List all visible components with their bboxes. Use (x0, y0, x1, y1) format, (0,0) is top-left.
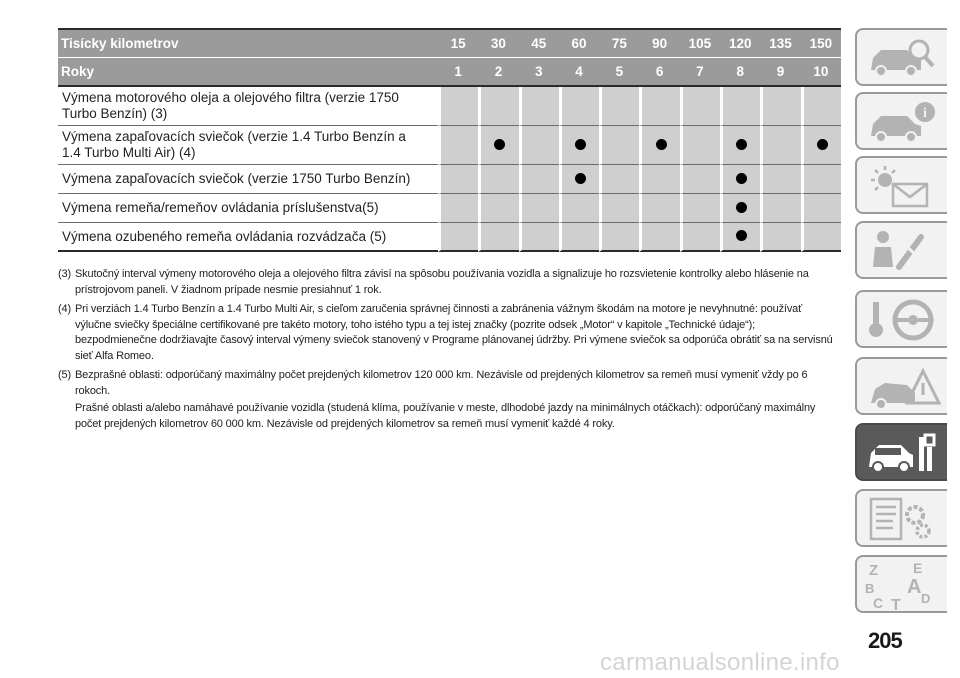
footnote-text: Prašné oblasti a/alebo namáhavé používanie vozidla (studená klíma, používanie v meste, dlhodobé jazdy na minimálnych otáčkach): odporúčaný maximálny počet prejdených kilometrov 60 000 km. Nezávisle od prejdených kilometrov sa remeň musí vymeniť každé 4 roky. (75, 402, 816, 430)
footnote-text: Pri verziách 1.4 Turbo Benzín a 1.4 Turbo Multi Air, s cieľom zaručenia správnej činnosti a zabránenia vážnym škodám na motore je nevyhnutné: používať výlučne sviečky špeciálne certifikované pre takéto motory, toho istého typu a tej istej značky (pozrite odsek „Motor“ v kapitole „Technické údaje“); bezpodmienečne dodržiavajte časový interval výmeny sviečok stanovený v Programe plánovanej údržby. Pri výmene sviečok sa odporúča obrátiť sa na servisnú sieť Alfa Romeo. (75, 303, 833, 362)
row-description (58, 126, 438, 165)
desc-line: Výmena ozubeného remeňa ovládania rozvádzača (5) (62, 228, 387, 244)
interval-cell (760, 87, 800, 126)
index-letter: A (907, 576, 922, 598)
interval-cell (599, 223, 639, 252)
km-value: 45 (519, 28, 559, 58)
interval-cell (801, 165, 841, 194)
tab-car-info[interactable] (855, 92, 947, 150)
interval-cell (801, 194, 841, 223)
interval-cell (438, 165, 478, 194)
interval-cell (801, 223, 841, 252)
interval-cell (478, 194, 518, 223)
service-dot (736, 173, 747, 184)
km-value: 30 (478, 28, 518, 58)
footnote-number: (5) (58, 369, 71, 381)
footnote-text: Bezprašné oblasti: odporúčaný maximálny počet prejdených kilometrov 120 000 km. Nezávisle od prejdených kilometrov sa remeň musí vymeniť vždy po 6 rokoch. (75, 369, 808, 397)
row-description (58, 87, 438, 126)
alphabet-index-icon (863, 561, 943, 611)
maintenance-table (58, 28, 841, 252)
row-description (58, 165, 438, 194)
service-dot (736, 202, 747, 213)
interval-cell (559, 194, 599, 223)
interval-cell (478, 165, 518, 194)
tab-airbag-safety[interactable] (855, 221, 947, 279)
year-value: 5 (599, 58, 639, 87)
interval-cell (639, 223, 679, 252)
interval-cell (519, 126, 559, 165)
service-dot (494, 139, 505, 150)
interval-cell (599, 87, 639, 126)
km-value: 135 (760, 28, 800, 58)
interval-cell (680, 87, 720, 126)
interval-cell (438, 126, 478, 165)
year-value: 7 (680, 58, 720, 87)
watermark: carmanualsonline.info (600, 649, 840, 676)
year-value: 4 (559, 58, 599, 87)
year-value: 9 (760, 58, 800, 87)
key-steering-wheel-icon (863, 296, 943, 344)
year-value: 2 (478, 58, 518, 87)
interval-cell (438, 87, 478, 126)
year-value: 10 (801, 58, 841, 87)
index-letter: Z (869, 562, 879, 579)
footnote-number: (3) (58, 268, 71, 280)
index-letter: C (873, 595, 884, 611)
index-letter: D (921, 591, 931, 606)
tab-start-driving[interactable] (855, 290, 947, 348)
interval-cell (438, 223, 478, 252)
desc-line: Výmena zapaľovacích sviečok (verzie 1.4 Turbo Benzín a (62, 129, 406, 144)
svg-text:i: i (923, 106, 927, 121)
year-value: 3 (519, 58, 559, 87)
km-value: 120 (720, 28, 760, 58)
index-letter: E (913, 561, 923, 576)
service-dot (575, 173, 586, 184)
index-letter: T (891, 597, 901, 611)
table-row (58, 87, 841, 126)
interval-cell (559, 165, 599, 194)
interval-cell (760, 126, 800, 165)
interval-cell (519, 87, 559, 126)
interval-cell (720, 87, 760, 126)
tab-car-search[interactable] (855, 28, 947, 86)
footnote (58, 302, 838, 366)
km-value: 90 (639, 28, 679, 58)
interval-cell (680, 165, 720, 194)
footnote-number: (4) (58, 303, 71, 315)
interval-cell (680, 223, 720, 252)
interval-cell (760, 194, 800, 223)
page-number: 205 (868, 628, 902, 653)
interval-cell (599, 126, 639, 165)
year-value: 8 (720, 58, 760, 87)
tab-index[interactable] (855, 555, 947, 613)
interval-cell (639, 87, 679, 126)
interval-cell (639, 165, 679, 194)
interval-cell (680, 194, 720, 223)
km-header-row (58, 28, 841, 58)
table-row (58, 194, 841, 223)
years-header-row (58, 58, 841, 87)
index-letter: B (865, 581, 875, 596)
years-header-label: Roky (58, 58, 438, 87)
tab-warning-lights[interactable] (855, 156, 947, 214)
interval-cell (559, 223, 599, 252)
car-warning-triangle-icon (863, 363, 943, 411)
interval-cell (438, 194, 478, 223)
chapter-sidebar (855, 0, 960, 678)
km-value: 105 (680, 28, 720, 58)
interval-cell (720, 194, 760, 223)
interval-cell (639, 194, 679, 223)
footnotes (58, 267, 838, 436)
row-description (58, 194, 438, 223)
desc-line: Výmena motorového oleja a olejového filtra (verzie 1750 (62, 90, 399, 105)
interval-cell (680, 126, 720, 165)
interval-cell (760, 165, 800, 194)
interval-cell (760, 223, 800, 252)
footnote-text: Skutočný interval výmeny motorového oleja a olejového filtra závisí na spôsobu používania vozidla a signalizuje ho rozsvietenie kontrolky alebo hlásenie na prístrojovom paneli. V žiadnom prípade nesmie presiahnuť 1 rok. (75, 268, 809, 296)
tab-maintenance[interactable] (855, 423, 947, 481)
tab-technical-data[interactable] (855, 489, 947, 547)
car-search-icon (863, 34, 943, 82)
airbag-seat-icon (863, 227, 943, 275)
table-row (58, 126, 841, 165)
table-row (58, 223, 841, 252)
km-value: 150 (801, 28, 841, 58)
desc-line: Výmena zapaľovacích sviečok (verzie 1750 Turbo Benzín) (62, 171, 411, 186)
interval-cell (519, 165, 559, 194)
interval-cell (801, 126, 841, 165)
interval-cell (720, 223, 760, 252)
interval-cell (599, 165, 639, 194)
service-dot (736, 230, 747, 241)
footnote (58, 368, 838, 434)
warning-lights-message-icon (863, 162, 943, 210)
interval-cell (639, 126, 679, 165)
interval-cell (801, 87, 841, 126)
interval-cell (599, 194, 639, 223)
desc-line: 1.4 Turbo Multi Air) (4) (62, 145, 196, 160)
service-dot (736, 139, 747, 150)
interval-cell (720, 165, 760, 194)
year-value: 1 (438, 58, 478, 87)
interval-cell (478, 223, 518, 252)
service-dot (817, 139, 828, 150)
year-value: 6 (639, 58, 679, 87)
service-dot (575, 139, 586, 150)
table-row (58, 165, 841, 194)
car-info-icon (863, 98, 943, 146)
specs-list-gear-icon (863, 495, 943, 543)
car-service-tools-icon (863, 429, 943, 477)
tab-emergency[interactable] (855, 357, 947, 415)
km-value: 60 (559, 28, 599, 58)
km-value: 15 (438, 28, 478, 58)
desc-line: Výmena remeňa/remeňov ovládania príslušenstva(5) (62, 200, 379, 215)
interval-cell (559, 87, 599, 126)
row-description (58, 223, 438, 252)
interval-cell (519, 223, 559, 252)
interval-cell (519, 194, 559, 223)
service-dot (656, 139, 667, 150)
desc-line: Turbo Benzín) (3) (62, 106, 168, 121)
km-header-label: Tisícky kilometrov (58, 28, 438, 58)
interval-cell (478, 87, 518, 126)
interval-cell (559, 126, 599, 165)
interval-cell (478, 126, 518, 165)
footnote (58, 267, 838, 300)
interval-cell (720, 126, 760, 165)
km-value: 75 (599, 28, 639, 58)
